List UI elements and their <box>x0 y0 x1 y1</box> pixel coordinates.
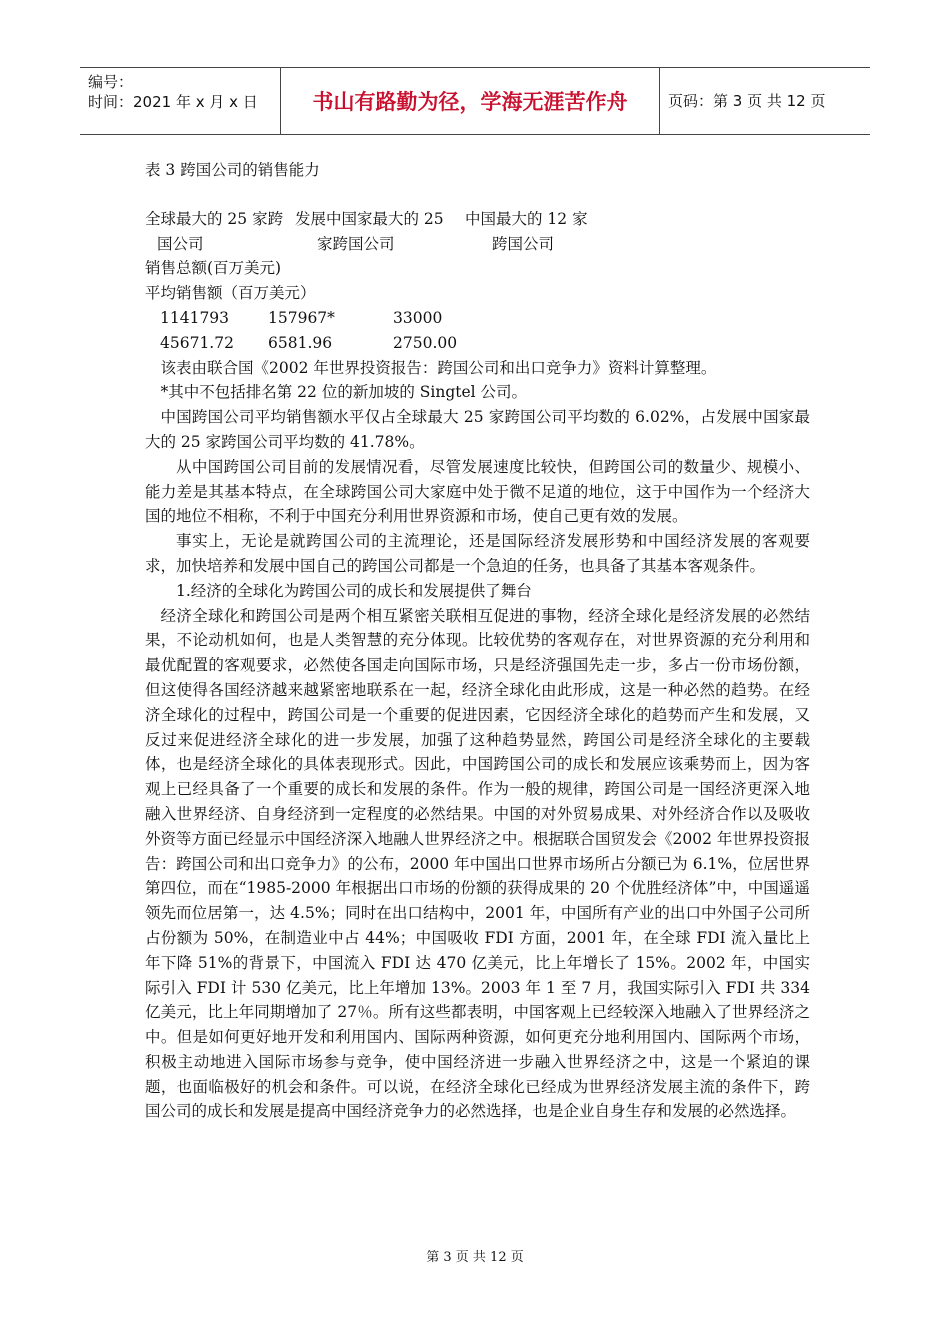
header-motto: 书山有路勤为径，学海无涯苦作舟 <box>280 68 660 134</box>
document-body <box>145 150 810 1124</box>
col-header-china: 中国最大的 12 家 <box>465 209 588 228</box>
col-header-global: 全球最大的 25 家跨 <box>145 209 284 228</box>
row-label-average-sales: 平均销售额（百万美元） <box>145 284 316 303</box>
col-header-developing: 发展中国家最大的 25 <box>295 209 444 228</box>
cell-average-global: 45671.72 <box>160 333 234 352</box>
cell-total-global: 1141793 <box>160 308 230 327</box>
cell-total-china: 33000 <box>393 308 443 327</box>
header-page-info: 页码：第 3 页 共 12 页 <box>668 92 826 110</box>
paragraph: 事实上，无论是就跨国公司的主流理论，还是国际经济发展形势和中国经济发展的客观要求，加快培养和发展中国自己的跨国公司都是一个急迫的任务，也具备了其基本客观条件。 <box>145 532 810 575</box>
table-row <box>145 306 810 331</box>
table-footnote: *其中不包括排名第 22 位的新加坡的 Singtel 公司。 <box>160 383 528 402</box>
paragraph: 经济全球化和跨国公司是两个相互紧密关联相互促进的事物，经济全球化是经济发展的必然结果，不论动机如何，也是人类智慧的充分体现。比较优势的客观存在，对世界资源的充分利用和最优配置的客观要求，必然使各国走向国际市场，只是经济强国先走一步，多占一份市场份额，但这使得各国经济越来越紧密地联系在一起，经济全球化由此形成，这是一种必然的趋势。在经济全球化的过程中，跨国公司是一个重要的促进因素，它因经济全球化的趋势而产生和发展，又反过来促进经济全球化的进一步发展，加强了这种趋势显然，跨国公司是经济全球化的主要载体，也是经济全球化的具体表现形式。因此，中国跨国公司的成长和发展应该乘势而上，因为客观上已经具备了一个重要的成长和发展的条件。作为一般的规律，跨国公司是一国经济更深入地融入世界经济、自身经济到一定程度的必然结果。中国的对外贸易成果、对外经济合作以及吸收外资等方面已经显示中国经济深入地融人世界经济之中。根据联合国贸发会《2002 年世界投资报告：跨国公司和出口竞争力》的公布，2000 年中国出口世界市场所占分额已为 6.1%，位居世界第四位，而在“1985-2000 年根据出口市场的份额的获得成果的 20 个优胜经济体”中，中国遥遥领先而位居第一，达 4.5%；同时在出口结构中，2001 年，中国所有产业的出口中外国子公司所占份额为 50%，在制造业中占 44%；中国吸收 FDI 方面，2001 年，在全球 FDI 流入量比上年下降 51%的背景下，中国流入 FDI 达 470 亿美元，比上年增长了 15%。2002 年，中国实际引入 FDI 计 530 亿美元，比上年增加 13%。2003 年 1 至 7 月，我国实际引入 FDI 共 334 亿美元，比上年同期增加了 27％。所有这些都表明，中国客观上已经较深入地融入了世界经济之中。但是如何更好地开发和利用国内、国际两种资源，如何更充分地利用国内、国际两个市场，积极主动地进入国际市场参与竞争，使中国经济进一步融入世界经济之中，这是一个紧迫的课题，也面临极好的机会和条件。可以说，在经济全球化已经成为世界经济发展主流的条件下，跨国公司的成长和发展是提高中国经济竞争力的必然选择，也是企业自身生存和发展的必然选择。 <box>145 606 810 1121</box>
table-header-row-1 <box>145 207 810 232</box>
cell-total-developing: 157967* <box>268 308 335 327</box>
col-header-china-cont: 跨国公司 <box>492 234 555 253</box>
document-number-label: 编号： <box>88 73 134 91</box>
document-date-label: 时间：2021 年 x 月 x 日 <box>88 93 258 111</box>
table-source-note: 该表由联合国《2002 年世界投资报告：跨国公司和出口竞争力》资料计算整理。 <box>160 358 717 377</box>
header-meta <box>88 72 258 112</box>
page-footer: 第 3 页 共 12 页 <box>426 1250 524 1265</box>
page-header <box>80 67 870 135</box>
table-row <box>145 331 810 356</box>
cell-average-developing: 6581.96 <box>268 333 333 352</box>
table-title: 表 3 跨国公司的销售能力 <box>145 161 320 179</box>
paragraph: 从中国跨国公司目前的发展情况看，尽管发展速度比较快，但跨国公司的数量少、规模小、能力差是其基本特点，在全球跨国公司大家庭中处于微不足道的地位，这于中国作为一个经济大国的地位不相称，不利于中国充分利用世界资源和市场，使自己更有效的发展。 <box>145 457 810 526</box>
section-heading: 1.经济的全球化为跨国公司的成长和发展提供了舞台 <box>176 581 532 600</box>
col-header-global-cont: 国公司 <box>157 234 204 253</box>
row-label-total-sales: 销售总额(百万美元) <box>145 259 282 278</box>
table-header-row-2 <box>145 232 810 257</box>
col-header-developing-cont: 家跨国公司 <box>317 234 395 253</box>
paragraph: 中国跨国公司平均销售额水平仅占全球最大 25 家跨国公司平均数的 6.02%，占发展中国家最大的 25 家跨国公司平均数的 41.78%。 <box>145 408 810 451</box>
cell-average-china: 2750.00 <box>393 333 458 352</box>
